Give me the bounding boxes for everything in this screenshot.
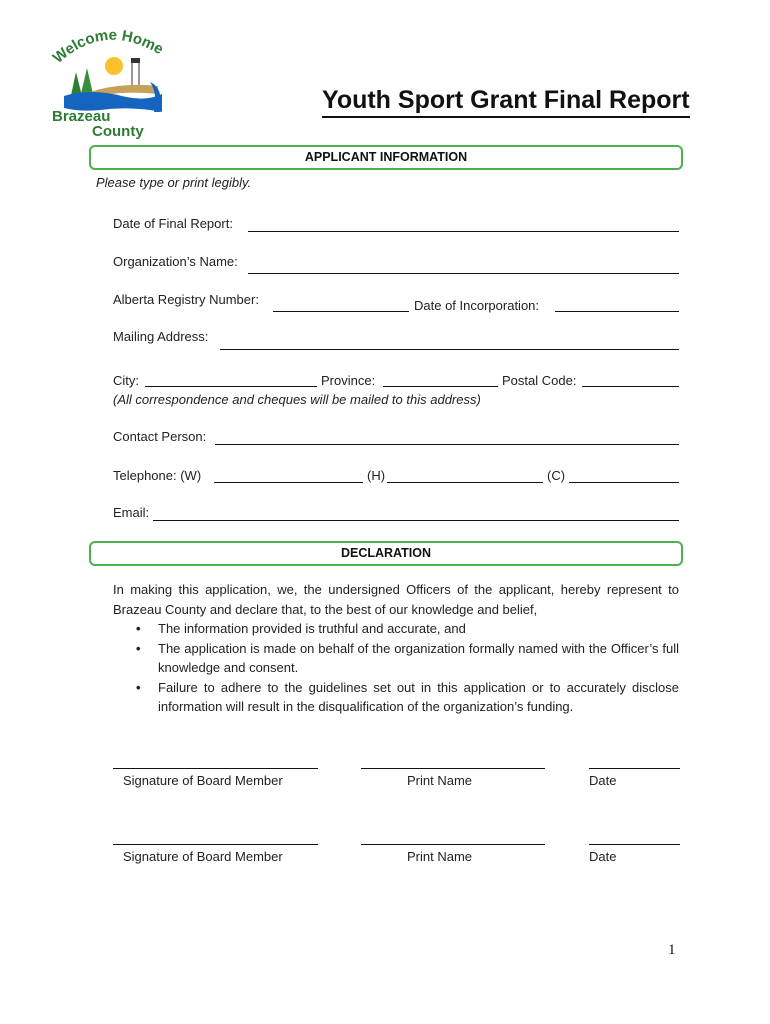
organization-name-label: Organization’s Name: xyxy=(113,254,238,269)
date-signed-label: Date xyxy=(589,849,617,864)
logo-name-line1: Brazeau xyxy=(52,108,111,125)
postal-code-field[interactable] xyxy=(582,386,679,387)
incorporation-date-label: Date of Incorporation: xyxy=(414,298,540,313)
date-signed-field[interactable] xyxy=(589,844,680,845)
declaration-text xyxy=(113,580,679,717)
print-name-label: Print Name xyxy=(407,773,473,788)
organization-name-field[interactable] xyxy=(248,273,679,274)
date-signed-label: Date xyxy=(589,773,617,788)
declaration-intro: In making this application, we, the undersigned Officers of the applicant, hereby represent to Brazeau County and declare that, to the best of our knowledge and belief, xyxy=(113,582,679,617)
telephone-work-field[interactable] xyxy=(214,482,363,483)
board-signature-label: Signature of Board Member xyxy=(123,849,283,864)
mailing-address-label: Mailing Address: xyxy=(113,329,209,344)
telephone-row xyxy=(113,468,679,488)
telephone-work-label: Telephone: (W) xyxy=(113,468,202,483)
city-label: City: xyxy=(113,373,139,388)
board-signature-field[interactable] xyxy=(113,768,318,769)
print-name-label: Print Name xyxy=(407,849,473,864)
declaration-bullet: • The information provided is truthful and accurate, and xyxy=(158,619,679,639)
postal-code-label: Postal Code: xyxy=(502,373,577,388)
mailing-address-field[interactable] xyxy=(220,349,679,350)
print-name-field[interactable] xyxy=(361,844,545,845)
incorporation-date-field[interactable] xyxy=(555,311,679,312)
contact-person-label: Contact Person: xyxy=(113,429,207,444)
date-of-final-report-label: Date of Final Report: xyxy=(113,216,233,231)
logo-arc-text: Welcome Home xyxy=(50,28,167,67)
board-signature-label: Signature of Board Member xyxy=(123,773,283,788)
contact-person-field[interactable] xyxy=(215,444,679,445)
print-name-field[interactable] xyxy=(361,768,545,769)
declaration-bullet: • Failure to adhere to the guidelines set out in this application or to accurately disclose information will result in the disqualification of the organization’s funding. xyxy=(158,678,679,717)
telephone-home-field[interactable] xyxy=(387,482,543,483)
email-field[interactable] xyxy=(153,520,679,521)
applicant-information-header: APPLICANT INFORMATION xyxy=(89,145,683,170)
declaration-bullets xyxy=(113,619,679,717)
correspondence-note: (All correspondence and cheques will be mailed to this address) xyxy=(113,392,481,407)
telephone-cell-label: (C) xyxy=(547,468,566,483)
date-of-final-report-row xyxy=(113,216,679,236)
board-signature-field[interactable] xyxy=(113,844,318,845)
province-label: Province: xyxy=(321,373,376,388)
registry-number-label: Alberta Registry Number: xyxy=(113,292,259,307)
email-label: Email: xyxy=(113,505,150,520)
city-field[interactable] xyxy=(145,386,317,387)
city-province-postal-row xyxy=(113,373,679,393)
telephone-home-label: (H) xyxy=(367,468,386,483)
date-signed-field[interactable] xyxy=(589,768,680,769)
page-number: 1 xyxy=(668,942,676,958)
province-field[interactable] xyxy=(383,386,498,387)
organization-name-row xyxy=(113,254,679,274)
declaration-header: DECLARATION xyxy=(89,541,683,566)
mailing-address-row xyxy=(113,329,679,349)
brazeau-county-logo xyxy=(50,28,168,140)
telephone-cell-field[interactable] xyxy=(569,482,679,483)
registry-number-field[interactable] xyxy=(273,311,409,312)
contact-person-row xyxy=(113,429,679,449)
registry-row xyxy=(113,292,679,312)
email-row xyxy=(113,505,679,525)
declaration-bullet: • The application is made on behalf of the organization formally named with the Officer’s full knowledge and consent. xyxy=(158,639,679,678)
date-of-final-report-field[interactable] xyxy=(248,231,679,232)
page-title: Youth Sport Grant Final Report xyxy=(322,86,690,118)
logo-name-line2: County xyxy=(92,123,144,140)
instruction-note: Please type or print legibly. xyxy=(96,175,252,190)
